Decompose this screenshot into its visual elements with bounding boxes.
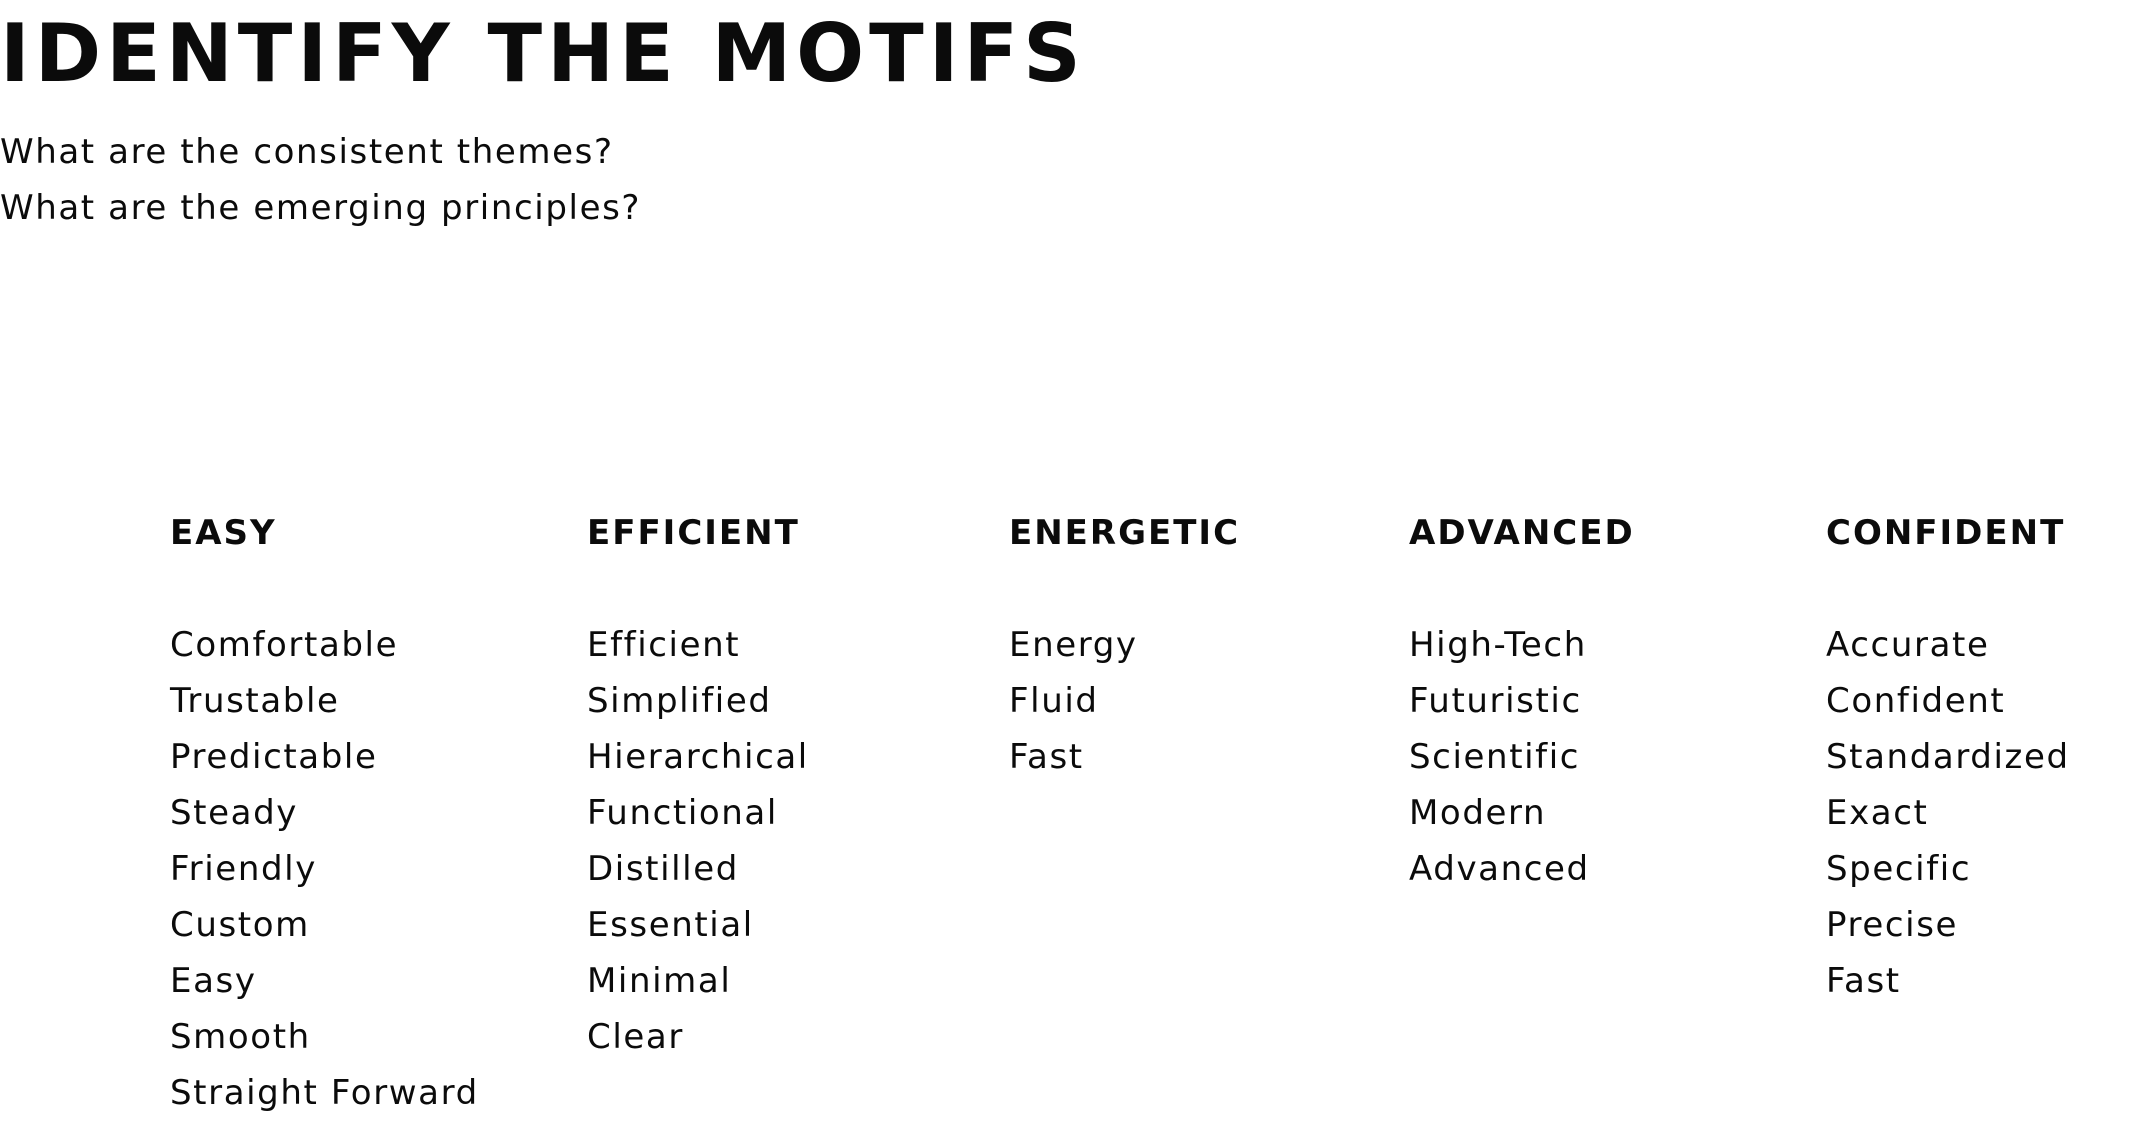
motif-word: Functional: [587, 793, 778, 833]
motif-word-list: [587, 617, 809, 1065]
motif-heading: CONFIDENT: [1826, 513, 2066, 553]
motif-word-list: [1409, 617, 1635, 897]
motif-word: Distilled: [587, 849, 739, 889]
page-title: IDENTIFY THE MOTIFS: [0, 7, 1086, 100]
motif-word: Efficient: [587, 625, 741, 665]
motif-word: Futuristic: [1409, 681, 1582, 721]
motif-word: Modern: [1409, 793, 1547, 833]
motif-heading: ENERGETIC: [1009, 513, 1241, 553]
motif-word: Predictable: [170, 737, 378, 777]
motif-column-energetic: [1009, 505, 1240, 785]
motif-heading: ADVANCED: [1409, 513, 1635, 553]
motif-heading: EASY: [170, 513, 277, 553]
motif-word: Specific: [1826, 849, 1972, 889]
motif-word: Hierarchical: [587, 737, 809, 777]
motif-word: Straight Forward: [170, 1073, 479, 1113]
motif-word: Friendly: [170, 849, 317, 889]
motif-word: Precise: [1826, 905, 1959, 945]
motif-word: Smooth: [170, 1017, 311, 1057]
subtitle-line-principles: What are the emerging principles?: [0, 188, 642, 228]
motif-word: High-Tech: [1409, 625, 1587, 665]
motif-word: Essential: [587, 905, 754, 945]
motif-word: Clear: [587, 1017, 684, 1057]
motif-word-list: [170, 617, 479, 1121]
motif-word: Advanced: [1409, 849, 1590, 889]
motif-column-confident: [1826, 505, 2070, 1009]
motif-word: Minimal: [587, 961, 732, 1001]
motif-word: Confident: [1826, 681, 2006, 721]
motif-column-efficient: [587, 505, 809, 1065]
motif-word: Scientific: [1409, 737, 1581, 777]
motif-word: Fluid: [1009, 681, 1099, 721]
motif-word: Simplified: [587, 681, 772, 721]
motif-heading: EFFICIENT: [587, 513, 800, 553]
motif-word: Standardized: [1826, 737, 2070, 777]
motif-word: Comfortable: [170, 625, 399, 665]
motif-word: Fast: [1009, 737, 1084, 777]
motif-word: Energy: [1009, 625, 1138, 665]
motif-word: Custom: [170, 905, 310, 945]
motif-word-list: [1826, 617, 2070, 1009]
motif-column-easy: [170, 505, 479, 1121]
motif-column-advanced: [1409, 505, 1635, 897]
page-subtitle: [0, 124, 641, 236]
motif-word: Easy: [170, 961, 257, 1001]
motif-word: Steady: [170, 793, 298, 833]
motif-word: Trustable: [170, 681, 340, 721]
subtitle-line-themes: What are the consistent themes?: [0, 132, 614, 172]
motif-word-list: [1009, 617, 1240, 785]
motif-word: Accurate: [1826, 625, 1990, 665]
motif-word: Exact: [1826, 793, 1929, 833]
motif-word: Fast: [1826, 961, 1901, 1001]
